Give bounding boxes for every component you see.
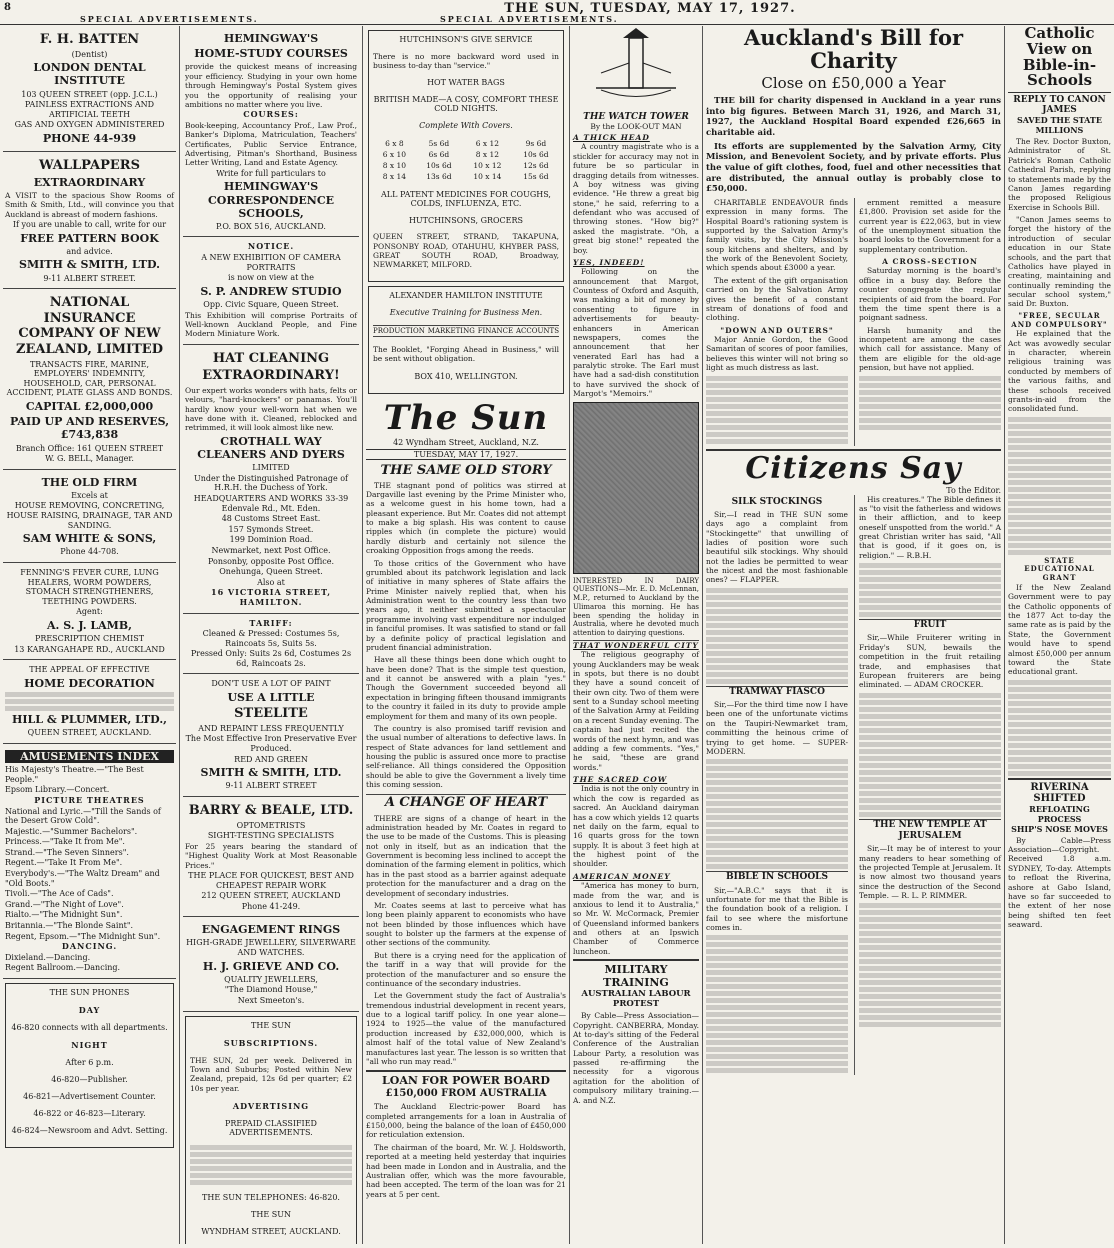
paragraph: Mr. Coates seems at last to perceive what has long been plainly apparent to economists who have not been blinded by those influences which have sought to bolster up the farmers at the expense of other sections of the community. xyxy=(366,900,566,948)
photo-caption: INTERESTED IN DAIRY QUESTIONS—Mr. E. D. McLennan, M.P., returned to Auckland by the Ulimaroa this morning. He has been spending the holiday in Australia, where he devoted much attention to dairying questions. xyxy=(573,577,699,641)
ad-line: This Exhibition will comprise Portraits of Well-known Auckland People, and Fine Modern Miniature Work. xyxy=(185,310,357,339)
ad-line: LIMITED xyxy=(252,463,290,473)
ad-line: The Most Effective Iron Preservative Ever Produced. xyxy=(185,734,357,754)
ad-title: F. H. BATTEN xyxy=(39,32,140,47)
citizens-say-sub: To the Editor. xyxy=(946,485,1001,495)
ads-column-2 xyxy=(180,26,363,1244)
ad-line: If you are unable to call, write for our xyxy=(12,220,167,230)
phones-line: 46-820—Publisher. xyxy=(51,1075,128,1084)
watch-tower-logo xyxy=(573,28,699,131)
ad-line: HEMINGWAY'S CORRESPONDENCE SCHOOLS, xyxy=(208,180,334,220)
ad-line: 48 Customs Street East. xyxy=(221,514,321,524)
ad-line: W. G. BELL, Manager. xyxy=(45,454,134,464)
ad-line: Phone 44-708. xyxy=(60,547,119,557)
item-title: AMERICAN MONEY xyxy=(573,871,671,881)
subheading: STATE EDUCATIONAL GRANT xyxy=(1024,555,1095,583)
ad-line: QUEEN STREET, AUCKLAND. xyxy=(27,728,152,738)
ad-line: provide the quickest means of increasing your efficiency. Studying in your own home through Hemingway's Postal System gives you the opportunity of realising your ambitions no matter where you live. xyxy=(185,62,357,109)
ad-line: Excels at xyxy=(71,490,108,500)
paragraph: Its efforts are supplemented by the Salvation Army, City Mission, and Benevolent Society, and by private efforts. Plus the value of gift clothes, food, fuel and other necessities that are distributed, the annual outlay is probably close to £50,000. xyxy=(706,141,1001,195)
ad-hutchinson xyxy=(368,30,564,282)
news-column xyxy=(703,26,1005,1244)
ad-line: ALL PATENT MEDICINES FOR COUGHS, COLDS, INFLUENZA, ETC. xyxy=(381,189,551,208)
box-line: THE SUN xyxy=(251,1210,291,1220)
ad-studio xyxy=(183,237,359,344)
ad-line: Under the Distinguished Patronage of H.R.H. the Duchess of York. xyxy=(194,473,348,493)
price-row: 6 x 8 5s 6d 6 x 12 9s 6d xyxy=(385,138,547,148)
paragraph: CHARITABLE ENDEAVOUR finds expression in many forms. The Hospital Board's rationing system is supported by the Salvation Army's family visits, by the City Mission's soup kitchens and shelters, and by the work of the Benevolent Society, which spends about £3000 a year. xyxy=(706,197,848,273)
newspaper-address: 42 Wyndham Street, Auckland, N.Z. xyxy=(393,437,539,447)
subheading: "DOWN AND OUTERS" xyxy=(720,325,834,335)
ad-line: RED AND GREEN xyxy=(234,754,308,764)
subheading: "FREE, SECULAR AND COMPULSORY" xyxy=(1011,310,1108,329)
amusement-item: Epsom Library.—Concert. xyxy=(5,785,110,795)
amusement-item: Britannia.—"The Blonde Saint". xyxy=(5,921,134,931)
watch-tower-item xyxy=(573,133,699,399)
ad-line: FREE PATTERN BOOK xyxy=(20,231,159,245)
ad-title: NATIONAL INSURANCE COMPANY OF NEW ZEALAND, LIMITED xyxy=(15,295,163,357)
ad-tariff xyxy=(183,614,359,675)
article-subheadline: AUSTRALIAN LABOUR PROTEST xyxy=(581,989,691,1010)
ad-line: 13 KARANGAHAPE RD., AUCKLAND xyxy=(14,644,165,654)
amusement-item: Princess.—"Take It from Me". xyxy=(5,837,125,847)
letters xyxy=(706,495,1001,1076)
ad-line: 9-11 ALBERT STREET xyxy=(225,781,317,791)
amusement-heading: DANCING. xyxy=(61,941,118,952)
ad-line: Also at xyxy=(257,577,285,587)
paragraph: By Cable—Press Association—Copyright. CANBERRA, Monday. At to-day's sitting of the Federal Conference of the Australian Labour Party, a resolution was passed re-affirming the necessity for a vigorous agitation for the abolition of compulsory military training.—A. and N.Z. xyxy=(573,1011,699,1105)
paragraph: The country is also promised tariff revision and the usual number of alterations to defective laws. In respect of State advances for land settlement and housing the public is assured once more to practise self-reliance. All things considered the Opposition should be able to give the Government a lively time this coming session. xyxy=(366,723,566,790)
ad-phone: PHONE 44-939 xyxy=(42,131,137,145)
box-line: THE SUN TELEPHONES: 46-820. xyxy=(202,1193,340,1203)
box-line: WYNDHAM STREET, AUCKLAND. xyxy=(201,1227,341,1237)
ad-insurance xyxy=(3,289,176,470)
paragraph: "America has money to burn, made from the war, and is anxious to lend it to Australia," so Mr. W. McCormack, Premier of Queensland informed bankers and others at an Ipswich Chamber of Commerce luncheon. xyxy=(573,881,699,956)
box-line: SUBSCRIPTIONS. xyxy=(223,1037,319,1048)
column-subheadline: REPLY TO CANON JAMES xyxy=(1008,92,1111,115)
article-subheadline: SHIP'S NOSE MOVES xyxy=(1011,823,1108,834)
letter-title: BIBLE IN SCHOOLS xyxy=(706,871,848,883)
phones-title: THE SUN PHONES xyxy=(49,988,130,997)
ad-title: BARRY & BEALE, LTD. xyxy=(188,803,354,818)
ad-line: Agent: xyxy=(76,607,103,617)
amusement-item: Regent Ballroom.—Dancing. xyxy=(5,963,121,973)
page-masthead: THE SUN, TUESDAY, MAY 17, 1927. xyxy=(504,1,796,16)
ad-line: HILL & PLUMMER, LTD., xyxy=(12,713,167,727)
sun-subscriptions-box xyxy=(185,1016,357,1244)
box-line: PREPAID CLASSIFIED ADVERTISEMENTS. xyxy=(225,1119,317,1138)
ad-line: Complete With Covers. xyxy=(419,120,513,130)
ad-line: HUTCHINSONS, GROCERS xyxy=(408,215,524,225)
ad-line: 16 VICTORIA STREET, HAMILTON. xyxy=(211,587,331,607)
ad-line: H. J. GRIEVE AND CO. xyxy=(202,959,340,973)
ad-line: SIGHT-TESTING SPECIALISTS xyxy=(207,831,335,841)
ad-line: AND REPAINT LESS FREQUENTLY xyxy=(198,723,344,733)
editorial-column xyxy=(363,26,570,1244)
ad-line: The Booklet, "Forging Ahead in Business," will be sent without obligation. xyxy=(373,344,559,364)
article-headline: RIVERINA SHIFTED xyxy=(1008,778,1111,804)
paragraph: The Rev. Doctor Buxton, Administrator of St. Patrick's Roman Catholic Cathedral Parish, replying to statements made by the Canon James regarding the proposed Religious Exercise in Schools Bill. xyxy=(1008,137,1111,212)
amusement-item: Rialto.—"The Midnight Sun". xyxy=(5,910,123,920)
ad-line: Onehunga, Queen Street. xyxy=(219,567,323,577)
paragraph: Let the Government study the fact of Australia's tremendous industrial development in recent years, due to a logical tariff policy. In one year alone—1924 to 1925—the value of the manufactured production increased by £32,000,000, which is almost half of the total value of New Zealand's manufactures last year. The lesson is so written that "all who run may read." xyxy=(366,991,566,1066)
ad-title: HEMINGWAY'S xyxy=(223,32,319,45)
letter-title: THE NEW TEMPLE AT JERUSALEM xyxy=(859,819,1001,843)
ad-line: A NEW EXHIBITION OF CAMERA PORTRAITS xyxy=(201,253,341,272)
letter-title: FRUIT xyxy=(859,619,1001,631)
lead-body-right xyxy=(854,198,1001,446)
ad-line: Write for full particulars to xyxy=(216,168,326,178)
newspaper-date: TUESDAY, MAY 17, 1927. xyxy=(366,449,566,460)
amusement-item: Grand.—"The Night of Love". xyxy=(5,899,124,909)
paragraph: The Auckland Electric-power Board has completed arrangements for a loan in Australia of £150,000, being the balance of the loan of £450,000 for reticulation extension. xyxy=(366,1102,566,1140)
ad-title: HAT CLEANING xyxy=(212,350,330,366)
amusements-index xyxy=(3,744,176,979)
ad-title: WALLPAPERS xyxy=(39,158,140,174)
ad-line: 212 QUEEN STREET, AUCKLAND xyxy=(201,891,341,901)
phones-line: NIGHT xyxy=(71,1040,108,1050)
ad-line: Pressed Only: Suits 2s 6d, Costumes 2s 6d, Raincoats 2s. xyxy=(190,649,352,668)
column-headline: Catholic View on xyxy=(1024,26,1095,58)
catholic-view-column xyxy=(1005,26,1114,1244)
amusements-title: AMUSEMENTS INDEX xyxy=(5,750,174,763)
ad-line: SMITH & SMITH, LTD. xyxy=(19,258,160,272)
ad-line: CROTHALL WAY CLEANERS AND DYERS xyxy=(197,434,345,461)
letter-text: Sir,—I read in THE SUN some days ago a complaint from "Stockingette" that unwilling of ladies of position wore such beautiful silk stockings. Why should not the ladies be permitted to wear the nicest and the most fashionable ones? — FLAPPER. xyxy=(706,509,848,585)
ad-line: 103 QUEEN STREET (opp. J.C.L.) xyxy=(21,89,158,99)
ad-line: OPTOMETRISTS xyxy=(236,820,306,830)
paragraph: The chairman of the board, Mr. W. J. Holdsworth, reported at a meeting held yesterday that inquiries had been made in London and in Australia, and the Australian offer, which was the more favourable, had been accepted. The term of the loan was for 21 years at 5 per cent. xyxy=(366,1142,566,1199)
amusement-item: National and Lyric.—"Till the Sands of the Desert Grow Cold". xyxy=(5,806,161,826)
ad-line: SAM WHITE & SONS, xyxy=(22,532,157,546)
ad-line: HOT WATER BAGS xyxy=(427,77,505,87)
ad-line: (Dentist) xyxy=(71,49,108,59)
article-body xyxy=(366,1102,566,1199)
ad-line: HOME DECORATION xyxy=(24,676,155,690)
editorial-headline: THE SAME OLD STORY xyxy=(380,462,552,478)
item-title: YES, INDEED! xyxy=(573,257,645,267)
ad-title: STEELITE xyxy=(234,706,308,722)
ad-line: LONDON DENTAL INSTITUTE xyxy=(33,61,146,88)
ad-hamilton-institute xyxy=(368,286,564,393)
header-rule xyxy=(0,24,1114,25)
ad-hat-cleaning xyxy=(183,345,359,614)
ad-line: SMITH & SMITH, LTD. xyxy=(200,766,342,780)
ad-line: BOX 410, WELLINGTON. xyxy=(414,371,518,381)
phones-line: 46-820 connects with all departments. xyxy=(11,1023,168,1032)
ad-line: PAINLESS EXTRACTIONS AND ARTIFICIAL TEETH xyxy=(24,100,155,119)
ad-line: THE APPEAL OF EFFECTIVE xyxy=(29,665,150,675)
lead-headline: Auckland's Bill for Charity xyxy=(743,26,964,74)
ad-line: Book-keeping, Accountancy Prof., Law Prof., Banker's Diploma, Matriculation, Teachers' Certificates, Public Service Entrance, Advertising, Pitman's Shorthand, Business Letter Writing, Land and Estate Agency. xyxy=(185,120,357,168)
ad-engagement-rings xyxy=(183,917,359,1011)
paragraph: ernment remitted a measure £1,800. Provision set aside for the current year is £22,063, but in view of the unemployment situation the board looks to the Government for a supplementary contribution. xyxy=(859,197,1001,254)
column-headline: Bible-in-Schools xyxy=(1022,55,1097,90)
section-label-left: SPECIAL ADVERTISEMENTS. xyxy=(80,14,259,24)
ad-line: There is no more backward word used in business to-day than "service." xyxy=(373,51,559,70)
letters-left xyxy=(706,495,848,1076)
ad-line: "The Diamond House," xyxy=(224,985,318,995)
article-headline: MILITARY TRAINING xyxy=(573,959,699,989)
ad-line: Phone 41-249. xyxy=(241,901,301,911)
paragraph: If the New Zealand Government were to pay the Catholic opponents of the 1877 Act to-day the same rate as is paid by the State, the Government would have to spend almost £50,000 per annum toward the State educational grant. xyxy=(1008,582,1111,677)
editorial-body xyxy=(366,481,566,790)
amusement-item: Tivoli.—"The Ace of Cads". xyxy=(5,889,114,899)
amusement-item: Dixieland.—Dancing. xyxy=(5,952,91,962)
ad-line: 199 Dominion Road. xyxy=(229,535,313,545)
paragraph: THERE are signs of a change of heart in the administration headed by Mr. Coates in regard to the use to be made of the Customs. This is pleasing not only in itself, but as an indication that the Government is becoming less inclined to accept the domination of the farming element in politics, which has in the past stood as a barrier against adequate protection for the manufacturer and a drag on the development of secondary industries. xyxy=(366,813,566,898)
ad-title: ALEXANDER HAMILTON INSTITUTE xyxy=(389,291,543,301)
amusement-item: Regent.—"Take It From Me". xyxy=(5,858,123,868)
ad-line: Our expert works wonders with hats, felts or velours, "hard-knockers" or panamas. You'll hardly know your well-worn hat when we have done with it. Cleaned, reblocked and retrimmed, it will look almost like new. xyxy=(185,385,357,433)
ad-title: HUTCHINSON'S GIVE SERVICE xyxy=(399,35,533,44)
lead-subheadline: Close on £50,000 a Year xyxy=(761,74,946,93)
portrait-photo xyxy=(573,402,699,574)
ad-line: P.O. BOX 516, AUCKLAND. xyxy=(216,221,326,231)
ad-line: USE A LITTLE xyxy=(227,691,315,705)
letters-right xyxy=(854,495,1001,1076)
letter-text: Sir,—For the third time now I have been one of the unfortunate victims on the Taupiri-Newmarket tram, committing the heinous crime of trying to get home. — SUPER-MODERN. xyxy=(706,700,848,756)
amusement-item: His Majesty's Theatre.—"The Best People." xyxy=(5,765,144,784)
paragraph: "Canon James seems to forget the history of the introduction of secular education in our State schools, and the part that Catholics have played in creating, maintaining and continually reminding the secular school system," said Dr. Buxton. xyxy=(1008,215,1111,309)
section-label-mid: SPECIAL ADVERTISEMENTS. xyxy=(440,14,619,24)
ad-line: NOTICE. xyxy=(247,241,295,252)
paragraph: Have all these things been done which ought to have been done? That is the simple test question, and it cannot be answered with a plain "yes." Though the Government succeeded beyond all expectation in bringing fifteen thousand immigrants to the country it failed in its duty to provide ample employment for them and many of its own people. xyxy=(366,655,566,721)
paragraph: He explained that the Act was avowedly secular in character, wherein religious training was conducted by members of the various faiths, and these schools received grants-in-aid from the consolidated fund. xyxy=(1008,329,1111,414)
article-headline: LOAN FOR POWER BOARD xyxy=(366,1070,566,1087)
item-title: THE SACRED COW xyxy=(573,775,668,784)
lead-body-left xyxy=(706,198,848,446)
ad-fennings xyxy=(3,563,176,660)
ad-line: GAS AND OXYGEN ADMINISTERED xyxy=(14,120,165,130)
byline: By the LOOK-OUT MAN xyxy=(590,122,682,131)
box-line: THE SUN, 2d per week. Delivered in Town and Suburbs; Posted within New Zealand, prepaid, 12s 6d per quarter; £2 10s per year. xyxy=(190,1055,352,1093)
paragraph: By Cable—Press Association—Copyright. Received 1.8 a.m. SYDNEY, To-day. Attempts to refloat the Riverina, ashore at Gabo Island, have so far succeeded to the extent of her nose being shifted ten feet seaward. xyxy=(1008,835,1111,929)
ad-line: THE PLACE FOR QUICKEST, BEST AND CHEAPEST REPAIR WORK xyxy=(188,870,354,890)
paragraph: A country magistrate who is a stickler for accuracy may not in future be so particular in dragging details from witnesses. A boy witness was giving evidence. "He threw a great big stone," he said, referring to a defendant who was accused of throwing stones. "How big?" asked the magistrate. "Oh, a great big stone!" repeated the boy. xyxy=(573,142,699,255)
subheading: A CROSS-SECTION xyxy=(882,257,978,267)
ad-title: ENGAGEMENT RINGS xyxy=(201,923,341,937)
letter-text: Sir,—While Fruiterer writing in Friday's SUN, bewails the competition in the fruit retailing trade, and emphasises that European fruiterers are being eliminated. — ADAM CROCKER. xyxy=(859,633,1001,690)
phones-line: 46-822 or 46-823—Literary. xyxy=(33,1109,146,1118)
ad-decoration xyxy=(3,660,176,744)
article-body xyxy=(1008,836,1111,930)
ad-line: QUEEN STREET, STRAND, TAKAPUNA, PONSONBY ROAD, OTAHUHU, KHYBER PASS, GREAT SOUTH ROAD, Broadway, NEWMARKET, MILFORD. xyxy=(373,232,559,270)
paragraph: Major Annie Gordon, the Good Samaritan of scores of poor families, believes this winter will not bring so light as much distress as last. xyxy=(706,335,848,373)
ad-steelite xyxy=(183,674,359,797)
ad-line: BRITISH MADE—A COSY, COMFORT THESE COLD NIGHTS. xyxy=(373,94,559,113)
ad-old-firm xyxy=(3,470,176,563)
amusement-item: Everybody's.—"The Waltz Dream" and "Old Boots." xyxy=(5,869,160,888)
ad-line: HIGH-GRADE JEWELLERY, SILVERWARE AND WATCHES. xyxy=(186,938,356,958)
price-row: 6 x 10 6s 6d 8 x 12 10s 6d xyxy=(382,149,549,159)
ad-line: and advice. xyxy=(66,246,113,256)
article-body xyxy=(1008,137,1111,776)
paragraph: Harsh humanity and the incompetent are among the cases which call for assistance. Many of them are eligible for the old-age pension, but have not applied. xyxy=(859,325,1001,373)
hot-water-bag-price-table xyxy=(373,138,559,182)
watch-tower-label: THE WATCH TOWER xyxy=(583,112,689,122)
article-subheadline: £150,000 FROM AUSTRALIA xyxy=(385,1088,547,1100)
ad-departments: PRODUCTION MARKETING FINANCE ACCOUNTS xyxy=(373,327,559,336)
paragraph: India is not the only country in which the cow is regarded as sacred. An Auckland dairyman has a cow which yields 12 quarts net daily on the farm, equal to 16 quarts gross for the town supply. It is about 3 feet high at the highest point of the shoulder. xyxy=(573,784,699,869)
ad-line: Branch Office: 161 QUEEN STREET xyxy=(15,443,164,453)
ad-line: Ponsonby, opposite Post Office. xyxy=(207,556,335,566)
watch-tower-column xyxy=(570,26,703,1244)
ad-line: For 25 years bearing the standard of "Highest Quality Work at Most Reasonable Prices." xyxy=(185,841,357,870)
item-title: A THICK HEAD xyxy=(573,133,650,142)
price-row: 8 x 10 10s 6d 10 x 12 12s 6d xyxy=(382,160,549,170)
editorial-body xyxy=(366,814,566,1067)
ad-line: Cleaned & Pressed: Costumes 5s, Raincoats 5s, Suits 5s. xyxy=(202,629,340,648)
paragraph: THE stagnant pond of politics was stirred at Dargaville last evening by the Prime Minister who, as a welcome guest in his home town, had a pleasant experience. But Mr. Coates did not attempt to make a big splash. His was content to cause ripples which (in complete the picture) would hardly disturb and certainly not silence the croaking Opposition frogs among the reeds. xyxy=(366,480,566,556)
ad-line: TARIFF: xyxy=(249,617,293,628)
article-subheadline: REFLOATING PROCESS xyxy=(1029,803,1090,824)
ads-column-1 xyxy=(0,26,180,1244)
citizens-say-title: Citizens Say xyxy=(706,449,1001,486)
ad-line: HEADQUARTERS AND WORKS 33-39 Edenvale Rd., Mt. Eden. xyxy=(193,493,349,513)
ad-line: QUALITY JEWELLERS, xyxy=(224,974,318,984)
ad-line: DON'T USE A LOT OF PAINT xyxy=(211,679,331,689)
letter-title: SILK STOCKINGS xyxy=(731,496,823,507)
item-title: THAT WONDERFUL CITY xyxy=(573,640,699,650)
ad-title: S. P. ANDREW STUDIO xyxy=(200,284,342,298)
letter-text: His creatures." The Bible defines it as "to visit the fatherless and widows in their affliction, and to keep oneself unspotted from the world." A great Christian writer has said, "All that is good, if it goes on, is religion." — R.B.H. xyxy=(859,494,1001,560)
sun-phones-box xyxy=(5,983,174,1148)
letter-text: Sir,—"A.B.C." says that it is unfortunate for me that the Bible is the foundation book of a religion. I fail to see where the misfortune comes in. xyxy=(706,885,848,933)
amusement-item: Majestic.—"Summer Bachelors". xyxy=(5,826,138,836)
watch-tower-icon xyxy=(591,28,681,108)
ad-line: Opp. Civic Square, Queen Street. xyxy=(203,300,339,310)
paragraph: Following on the announcement that Margot, Countess of Oxford and Asquith, was making a bit of money by consenting to figure in advertisements for beauty-enhancers in American newspapers, comes the announcement that her venerated Earl has had a paralytic stroke. The Earl must have had a sad-dish constitution to have survived the shock of Margot's "Memoirs." xyxy=(573,267,699,399)
ad-line: EXTRAORDINARY xyxy=(33,175,146,189)
ad-line: HOUSE REMOVING, CONCRETING, HOUSE RAISING, DRAINAGE, TAR AND SANDING. xyxy=(6,501,173,530)
ad-barry-beale xyxy=(183,797,359,917)
ad-line: PRESCRIPTION CHEMIST xyxy=(34,634,145,644)
ad-line: 9-11 ALBERT STREET. xyxy=(43,273,136,283)
amusement-item: Strand.—"The Seven Sinners". xyxy=(5,847,129,857)
phones-line: 46-824—Newsroom and Advt. Setting. xyxy=(11,1126,168,1135)
paragraph: But there is a crying need for the application of the tariff in a way that will provide for the protection of the manufacturer and so ensure the continuance of the secondary industries. xyxy=(366,950,566,988)
ad-line: Next Smeeton's. xyxy=(237,996,305,1006)
ad-line: A VISIT to the spacious Show Rooms of Smith & Smith, Ltd., will convince you that Auckland is abreast of modern fashions. xyxy=(5,190,174,219)
phones-line: DAY xyxy=(78,1005,101,1015)
ad-line: PAID UP AND RESERVES, £743,838 xyxy=(9,415,170,442)
amusement-heading: PICTURE THEATRES xyxy=(34,794,145,805)
phones-line: 46-821—Advertisement Counter. xyxy=(23,1092,156,1101)
newspaper-nameplate: The Sun xyxy=(383,397,549,438)
paragraph: The extent of the gift organisation carried on by the Salvation Army gives the benefit of a constant stream of donations of food and clothing. xyxy=(706,275,848,323)
ad-line: Executive Training for Business Men. xyxy=(389,308,543,318)
column-subheadline: SAVED THE STATE MILLIONS xyxy=(1017,115,1102,135)
letter-text: Sir,—It may be of interest to your many readers to hear something of the projected Temple at Jerusalem. It is now almost two thousand years since the destruction of the Second Temple. — R. L. P. RIMMER. xyxy=(859,844,1001,901)
ad-hemingway xyxy=(183,26,359,237)
price-row: 8 x 14 13s 6d 10 x 14 15s 6d xyxy=(382,171,549,181)
amusement-item: Regent, Epsom.—"The Midnight Sun". xyxy=(5,931,161,941)
ad-line: HOME-STUDY COURSES xyxy=(194,47,348,61)
lead-intro xyxy=(706,96,1001,195)
ad-line: FENNING'S FEVER CURE, LUNG HEALERS, WORM POWDERS, STOMACH STRENGTHENERS, TEETHING POWDERS. xyxy=(20,568,159,606)
watch-tower-item xyxy=(573,641,699,956)
ad-batten xyxy=(3,26,176,152)
ad-line: A. S. J. LAMB, xyxy=(47,619,132,632)
article-body xyxy=(573,1011,699,1105)
ad-line: Newmarket, next Post Office. xyxy=(211,545,331,555)
editorial-headline: A CHANGE OF HEART xyxy=(366,794,566,810)
ad-title: THE OLD FIRM xyxy=(41,475,138,489)
ad-line: EXTRAORDINARY! xyxy=(202,368,340,384)
phones-line: After 6 p.m. xyxy=(65,1058,114,1067)
paragraph: To those critics of the Government who have grumbled about its patchwork legislation and lack of initiative in many spheres of State affairs the Prime Minister naively replied that, when his Administration went to the country less than two years ago, it neither submitted a spectacular programme involving vast expenditure nor indulged in fanciful promises. It was satisfied to stand or fall by a definite policy of practical legislation and prudent financial administration. xyxy=(366,558,566,652)
ad-line: is now on view at the xyxy=(228,273,314,283)
box-line: ADVERTISING xyxy=(232,1101,310,1112)
lead-body xyxy=(706,198,1001,446)
letter-title: TRAMWAY FIASCO xyxy=(706,686,848,698)
page-number: 8 xyxy=(4,2,11,13)
box-title: THE SUN xyxy=(251,1020,291,1030)
paragraph: The religious geography of young Aucklanders may be weak in spots, but there is no doubt they have a sound conceit of their own city. Two of them were sent to a Sunday school meeting of the Salvation Army at Feilding on a recent Sunday evening. The captain had just recited the words of the next hymn, and was adding a few comments. "Yes," he said, "these are grand words." xyxy=(573,650,699,772)
ad-line: 157 Symonds Street. xyxy=(228,524,314,534)
ad-wallpapers xyxy=(3,152,176,289)
paragraph: THE bill for charity dispensed in Auckland in a year runs into big figures. Between March 31, 1926, and March 31, 1927, the Auckland Hospital Board expended £26,665 in charitable aid. xyxy=(706,96,1001,139)
ad-line: COURSES: xyxy=(243,109,299,120)
ad-line: CAPITAL £2,000,000 xyxy=(25,399,154,413)
ad-line: TRANSACTS FIRE, MARINE, EMPLOYERS' INDEMNITY, HOUSEHOLD, CAR, PERSONAL ACCIDENT, PLATE GLASS AND BONDS. xyxy=(6,359,173,398)
paragraph: Saturday morning is the board's office in a busy day. Before the counter congregate the regular recipients of aid from the board. For them the time spent there is a poignant sadness. xyxy=(859,266,1001,323)
